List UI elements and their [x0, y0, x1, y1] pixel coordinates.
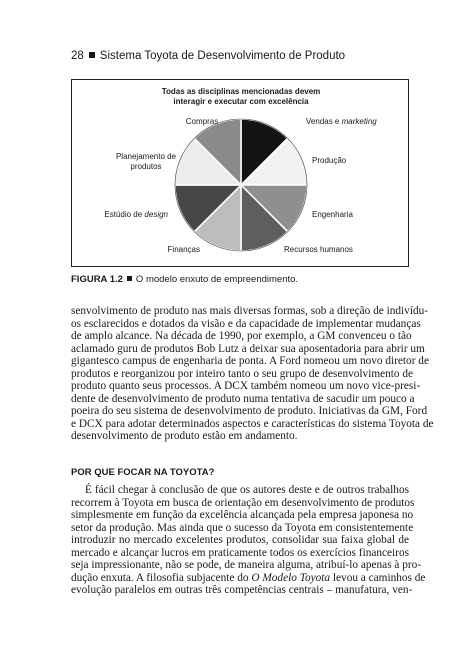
text-line: produto quanto seus processos. A DCX também nomeou um novo vice-presi-	[71, 380, 421, 392]
label-financas: Finanças	[167, 245, 200, 254]
text-line: e DCX para adotar determinados aspectos e características do sistema Toyota de	[71, 417, 434, 430]
figure-title-line-2: interagir e executar com excelência	[173, 97, 309, 106]
lean-enterprise-pie-chart	[72, 80, 410, 268]
text-line: gigantesco campus de engenharia de ponta. A Ford nomeou um novo diretor de	[71, 355, 429, 367]
square-bullet-icon	[89, 52, 95, 58]
text-line: seja impressionante, não se pode, de maneira alguma, atribuí-lo apenas à pro-	[71, 559, 422, 571]
text-line: produtos e reorganizou por inteiro tanto o seu grupo de desenvolvimento de	[71, 367, 414, 380]
label-planejamento-line-2: produtos	[130, 162, 162, 171]
label-compras: Compras	[185, 117, 219, 126]
text-line: mercado e alcançar lucros em praticamente todos os exercícios financeiros	[71, 546, 409, 559]
section-heading: POR QUE FOCAR NA TOYOTA?	[71, 467, 215, 478]
figure-label: FIGURA 1.2	[71, 274, 123, 285]
label-recursos-humanos: Recursos humanos	[284, 245, 353, 254]
running-header	[71, 50, 345, 62]
text-line: senvolvimento de produto nas mais diversas formas, sob a direção de indivídu-	[71, 305, 429, 317]
label-engenharia: Engenharia	[312, 210, 353, 219]
text-line: recorrem à Toyota em busca de orientação em desenvolvimento de produtos	[71, 496, 415, 509]
paragraph-1	[71, 305, 434, 443]
label-vendas-marketing: Vendas e marketing	[306, 117, 377, 126]
text-line: poeira do seu sistema de desenvolvimento de produto. Iniciativas da GM, Ford	[71, 405, 428, 417]
pie-slices	[175, 119, 307, 251]
text-line: os esclarecidos e dotados da visão e da capacidade de implementar mudanças	[71, 317, 421, 330]
text-line: desenvolvimento de produto estão em andamento.	[71, 430, 298, 442]
paragraph-2	[71, 484, 426, 597]
label-planejamento-line-1: Planejamento de	[115, 152, 177, 161]
text-line: introduzir no mercado excelentes produtos, consolidar sua faixa global de	[71, 534, 409, 546]
figure-caption	[71, 274, 298, 285]
text-line: É fácil chegar à conclusão de que os autores deste e de outros trabalhos	[85, 484, 409, 496]
label-producao: Produção	[312, 156, 347, 165]
text-line: simplesmente em função da excelência alcançada pela empresa japonesa no	[71, 509, 414, 521]
text-line: evolução paralelos em outras três competências centrais – manufatura, ven-	[71, 584, 413, 596]
figure-title-line-1: Todas as disciplinas mencionadas devem	[161, 87, 321, 96]
figure-caption-text: O modelo enxuto de empreendimento.	[135, 274, 299, 285]
text-line-mixed: dução enxuta. A filosofia subjacente do O Modelo Toyota levou a caminhos de	[71, 571, 426, 584]
text-line: dente de desenvolvimento de produto numa tentativa de sacudir um pouco a	[71, 392, 415, 405]
page-number: 28	[71, 50, 84, 62]
square-bullet-icon	[127, 276, 132, 281]
text-line: setor da produção. Mas ainda que o sucesso da Toyota em consistentemente	[71, 521, 414, 534]
figure-1-2	[71, 79, 409, 267]
label-estudio-design: Estúdio de design	[104, 210, 168, 219]
text-line: de amplo alcance. Na década de 1990, por exemplo, a GM convenceu o tão	[71, 330, 412, 342]
running-title: Sistema Toyota de Desenvolvimento de Produto	[99, 50, 346, 62]
text-line: aclamado guru de produtos Bob Lutz a deixar sua aposentadoria para abrir um	[71, 342, 425, 355]
